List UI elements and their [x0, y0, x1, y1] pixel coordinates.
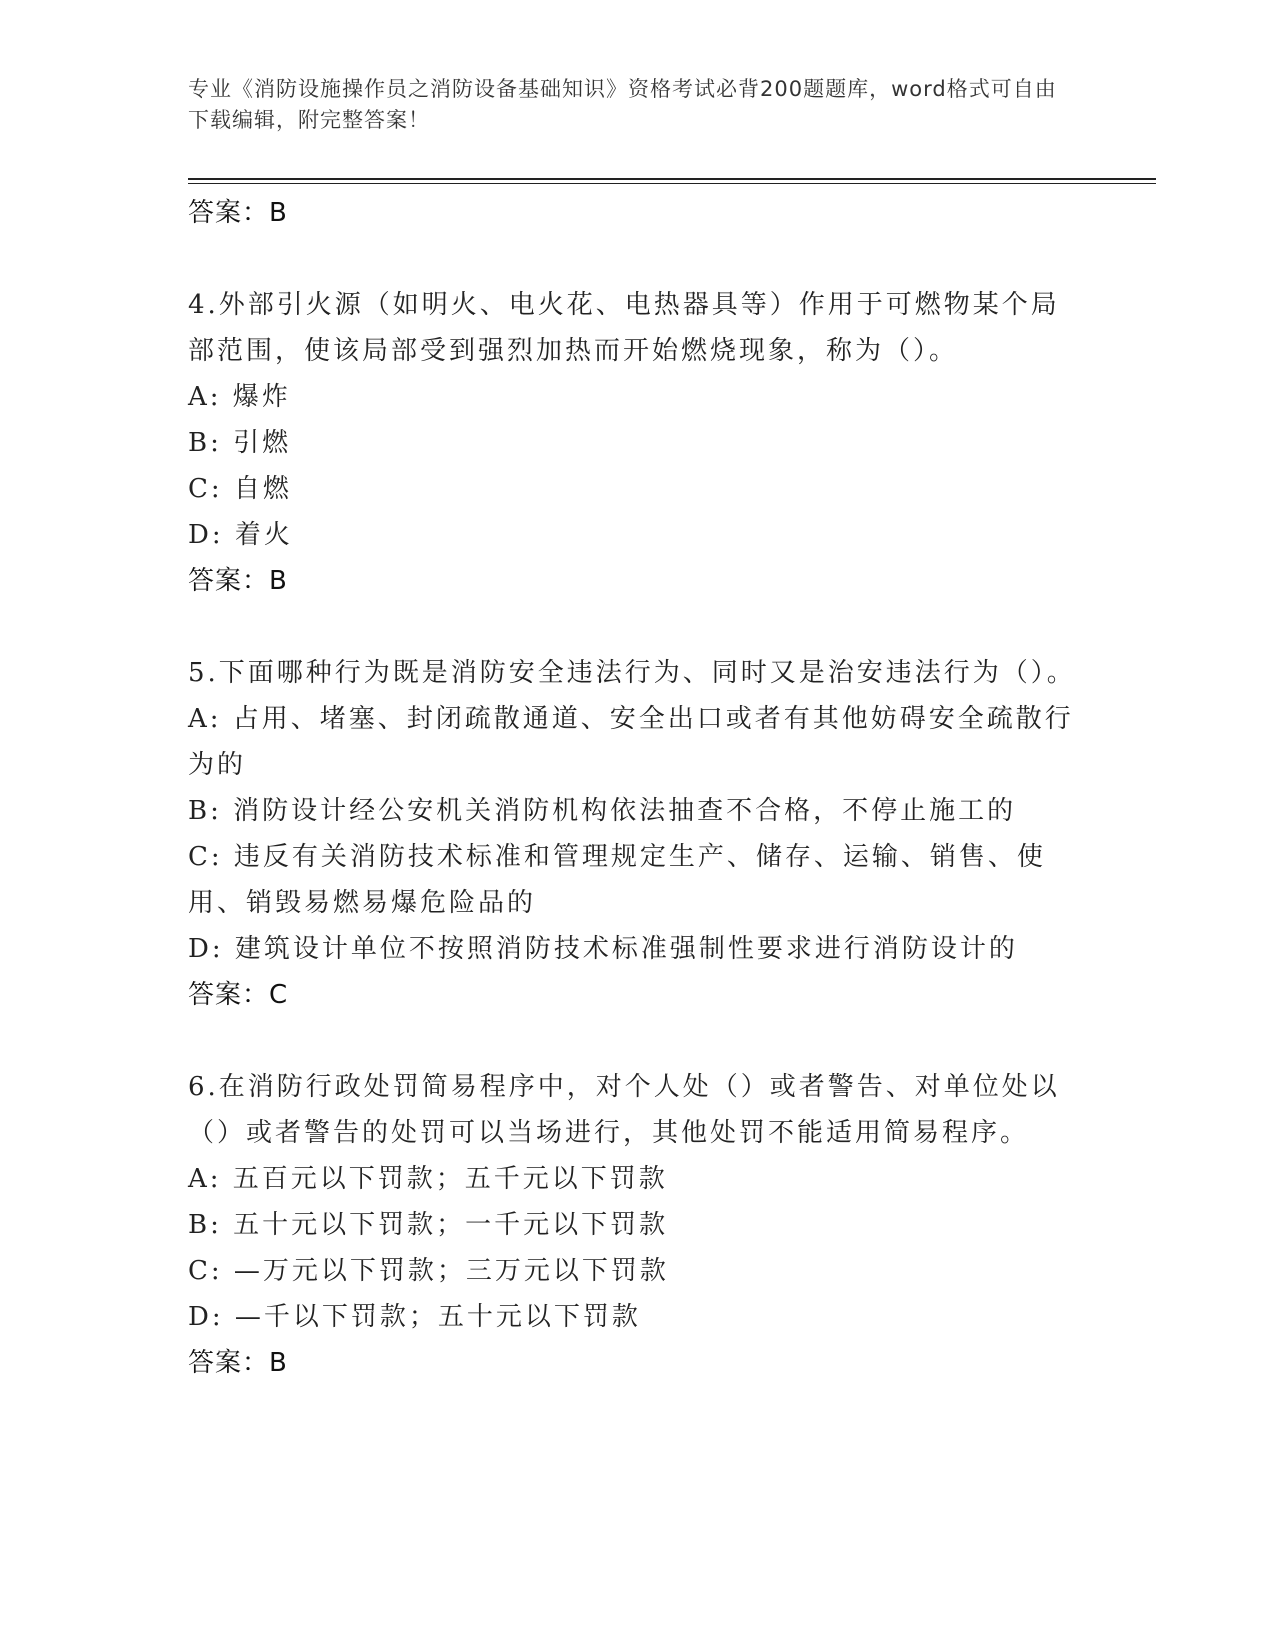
option-a: A: 五百元以下罚款；五千元以下罚款	[188, 1164, 668, 1194]
answer-line: 答案：C	[188, 980, 289, 1010]
option-c: C: 违反有关消防技术标准和管理规定生产、储存、运输、销售、使用、销毁易燃易爆危险品的	[188, 842, 1046, 918]
option-a: A: 爆炸	[188, 382, 291, 412]
option-d: D: —千以下罚款；五十元以下罚款	[188, 1302, 641, 1332]
option-b: B: 五十元以下罚款；一千元以下罚款	[188, 1210, 669, 1240]
question-block	[188, 1064, 1088, 1386]
option-d: D: 着火	[188, 520, 293, 550]
question-stem: 5.下面哪种行为既是消防安全违法行为、同时又是治安违法行为（）。	[188, 658, 1076, 688]
option-d: D: 建筑设计单位不按照消防技术标准强制性要求进行消防设计的	[188, 934, 1018, 964]
question-block	[188, 650, 1088, 1018]
option-b: B: 消防设计经公安机关消防机构依法抽查不合格，不停止施工的	[188, 796, 1017, 826]
option-c: C: —万元以下罚款；三万元以下罚款	[188, 1256, 669, 1286]
option-b: B: 引燃	[188, 428, 292, 458]
question-stem: 6.在消防行政处罚简易程序中，对个人处（）或者警告、对单位处以（）或者警告的处罚可以当场进行，其他处罚不能适用简易程序。	[188, 1072, 1060, 1148]
option-c: C: 自燃	[188, 474, 292, 504]
option-a: A: 占用、堵塞、封闭疏散通道、安全出口或者有其他妨碍安全疏散行为的	[188, 704, 1074, 780]
answer-line: 答案：B	[188, 1348, 288, 1378]
header-divider-thick	[188, 178, 1156, 180]
document-header: 专业《消防设施操作员之消防设备基础知识》资格考试必背200题题库，word格式可自由下载编辑，附完整答案！	[188, 77, 1057, 132]
document-body	[188, 190, 1088, 1386]
answer-line: 答案：B	[188, 566, 288, 596]
answer-line: 答案：B	[188, 198, 288, 228]
header-divider-thin	[188, 183, 1156, 184]
question-block	[188, 282, 1088, 604]
question-stem: 4.外部引火源（如明火、电火花、电热器具等）作用于可燃物某个局部范围，使该局部受到强烈加热而开始燃烧现象，称为（）。	[188, 290, 1060, 366]
